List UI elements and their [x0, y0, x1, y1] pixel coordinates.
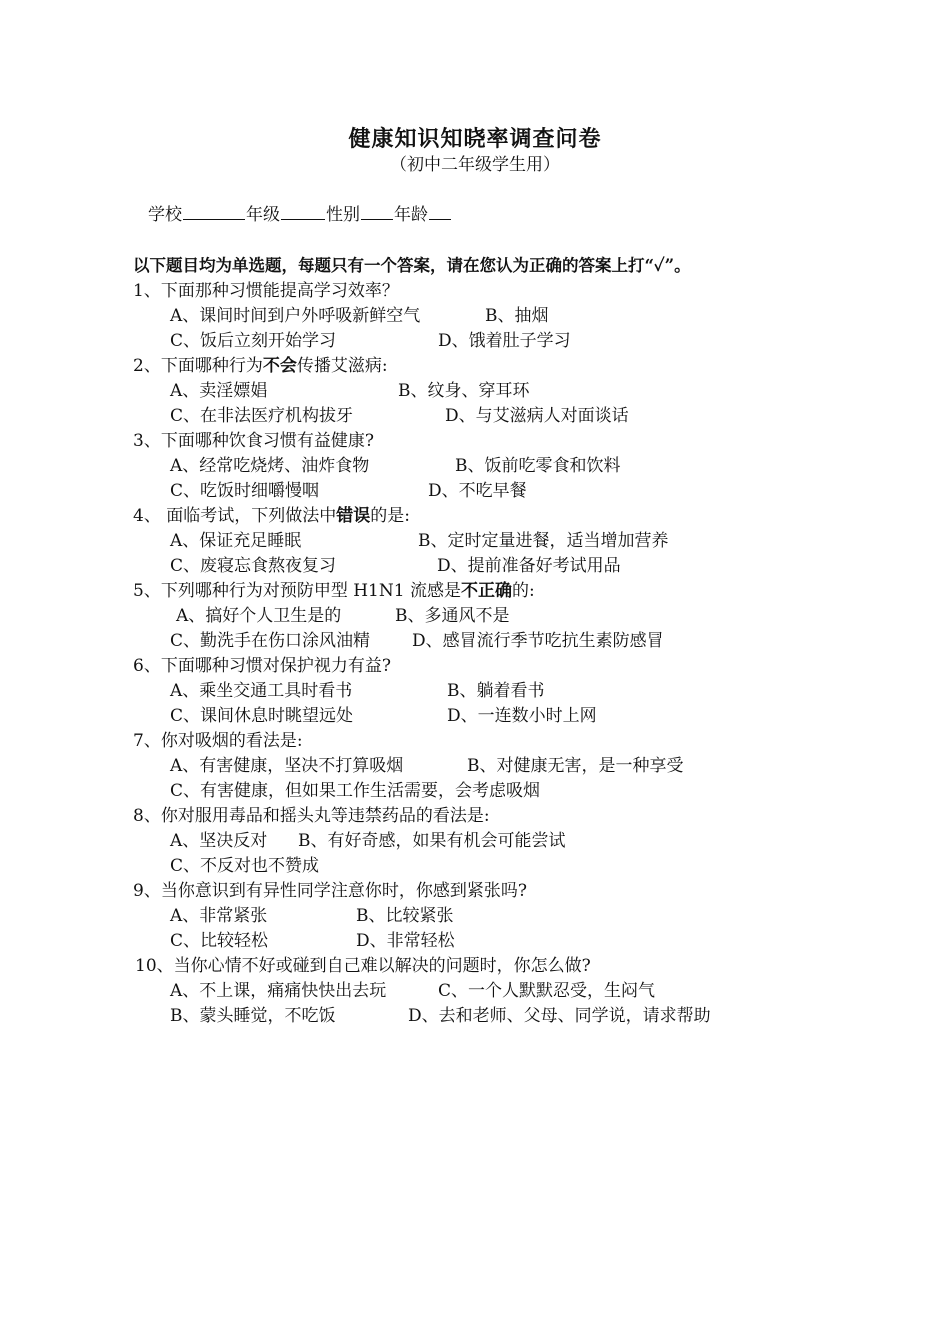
age-label: 年龄: [394, 205, 428, 225]
q5-option-b[interactable]: B、多通风不是: [395, 606, 510, 626]
q4-option-a[interactable]: A、保证充足睡眠: [170, 531, 302, 551]
q1-option-b[interactable]: B、抽烟: [485, 306, 549, 326]
q3-option-c[interactable]: C、吃饭时细嚼慢咽: [170, 481, 320, 501]
q7-option-c[interactable]: C、有害健康，但如果工作生活需要，会考虑吸烟: [170, 781, 541, 801]
q5-option-c[interactable]: C、勤洗手在伤口涂风油精: [170, 631, 371, 651]
q8-option-b[interactable]: B、有好奇感，如果有机会可能尝试: [298, 831, 566, 851]
question-1: 1、下面那种习惯能提高学习效率？: [133, 281, 399, 301]
student-info-row: [148, 200, 452, 225]
q6-option-b[interactable]: B、躺着看书: [447, 681, 545, 701]
page-subtitle: （初中二年级学生用）: [390, 155, 560, 175]
q3-option-b[interactable]: B、饭前吃零食和饮料: [455, 456, 621, 476]
q4-option-b[interactable]: B、定时定量进餐，适当增加营养: [418, 531, 669, 551]
q4-option-d[interactable]: D、提前准备好考试用品: [437, 556, 621, 576]
q3-option-d[interactable]: D、不吃早餐: [428, 481, 527, 501]
school-label: 学校: [148, 205, 182, 225]
grade-field[interactable]: [281, 203, 325, 220]
page-title: 健康知识知晓率调查问卷: [348, 126, 602, 152]
q1-option-c[interactable]: C、饭后立刻开始学习: [170, 331, 337, 351]
instructions: 以下题目均为单选题，每题只有一个答案，请在您认为正确的答案上打“✓”。: [133, 256, 691, 275]
q5-option-a[interactable]: A、搞好个人卫生是的: [176, 606, 342, 626]
gender-field[interactable]: [361, 203, 393, 220]
emphasis-text: 错误: [336, 506, 371, 526]
q2-option-a[interactable]: A、卖淫嫖娼: [170, 381, 268, 401]
q8-option-a[interactable]: A、坚决反对: [170, 831, 268, 851]
q9-option-b[interactable]: B、比较紧张: [356, 906, 454, 926]
q3-option-a[interactable]: A、经常吃烧烤、油炸食物: [170, 456, 370, 476]
q9-option-d[interactable]: D、非常轻松: [356, 931, 455, 951]
question-10: 10、当你心情不好或碰到自己难以解决的问题时，你怎么做?: [135, 956, 591, 976]
q7-option-a[interactable]: A、有害健康，坚决不打算吸烟: [170, 756, 404, 776]
question-9: 9、当你意识到有异性同学注意你时，你感到紧张吗?: [133, 881, 527, 901]
q10-option-d[interactable]: D、去和老师、父母、同学说，请求帮助: [408, 1006, 711, 1026]
question-8: 8、你对服用毒品和摇头丸等违禁药品的看法是:: [133, 806, 490, 826]
emphasis-text: 不正确: [460, 581, 512, 601]
q7-option-b[interactable]: B、对健康无害，是一种享受: [467, 756, 684, 776]
q10-option-a[interactable]: A、不上课，痛痛快快出去玩: [170, 981, 387, 1001]
question-3: 3、下面哪种饮食习惯有益健康?: [133, 431, 374, 451]
q6-option-a[interactable]: A、乘坐交通工具时看书: [170, 681, 353, 701]
emphasis-text: 不会: [262, 356, 297, 376]
q9-option-c[interactable]: C、比较轻松: [170, 931, 269, 951]
question-2: 2、下面哪种行为不会传播艾滋病:: [133, 356, 388, 376]
age-field[interactable]: [429, 203, 451, 220]
question-5: 5、下列哪种行为对预防甲型 H1N1 流感是不正确的:: [133, 581, 535, 601]
q2-option-c[interactable]: C、在非法医疗机构拔牙: [170, 406, 354, 426]
q2-option-d[interactable]: D、与艾滋病人对面谈话: [445, 406, 629, 426]
q5-option-d[interactable]: D、感冒流行季节吃抗生素防感冒: [412, 631, 664, 651]
question-7: 7、你对吸烟的看法是:: [133, 731, 303, 751]
q1-option-d[interactable]: D、饿着肚子学习: [438, 331, 571, 351]
q8-option-c[interactable]: C、不反对也不赞成: [170, 856, 320, 876]
grade-label: 年级: [246, 205, 280, 225]
question-4: 4、 面临考试，下列做法中错误的是:: [133, 506, 410, 526]
q6-option-c[interactable]: C、课间休息时眺望远处: [170, 706, 354, 726]
q2-option-b[interactable]: B、纹身、穿耳环: [398, 381, 530, 401]
gender-label: 性别: [326, 205, 360, 225]
question-6: 6、下面哪种习惯对保护视力有益?: [133, 656, 391, 676]
school-field[interactable]: [183, 203, 245, 220]
q4-option-c[interactable]: C、废寝忘食熬夜复习: [170, 556, 337, 576]
q6-option-d[interactable]: D、一连数小时上网: [447, 706, 597, 726]
q10-option-c[interactable]: C、一个人默默忍受，生闷气: [438, 981, 656, 1001]
q1-option-a[interactable]: A、课间时间到户外呼吸新鲜空气: [170, 306, 421, 326]
q9-option-a[interactable]: A、非常紧张: [170, 906, 268, 926]
q10-option-b[interactable]: B、蒙头睡觉，不吃饭: [170, 1006, 336, 1026]
